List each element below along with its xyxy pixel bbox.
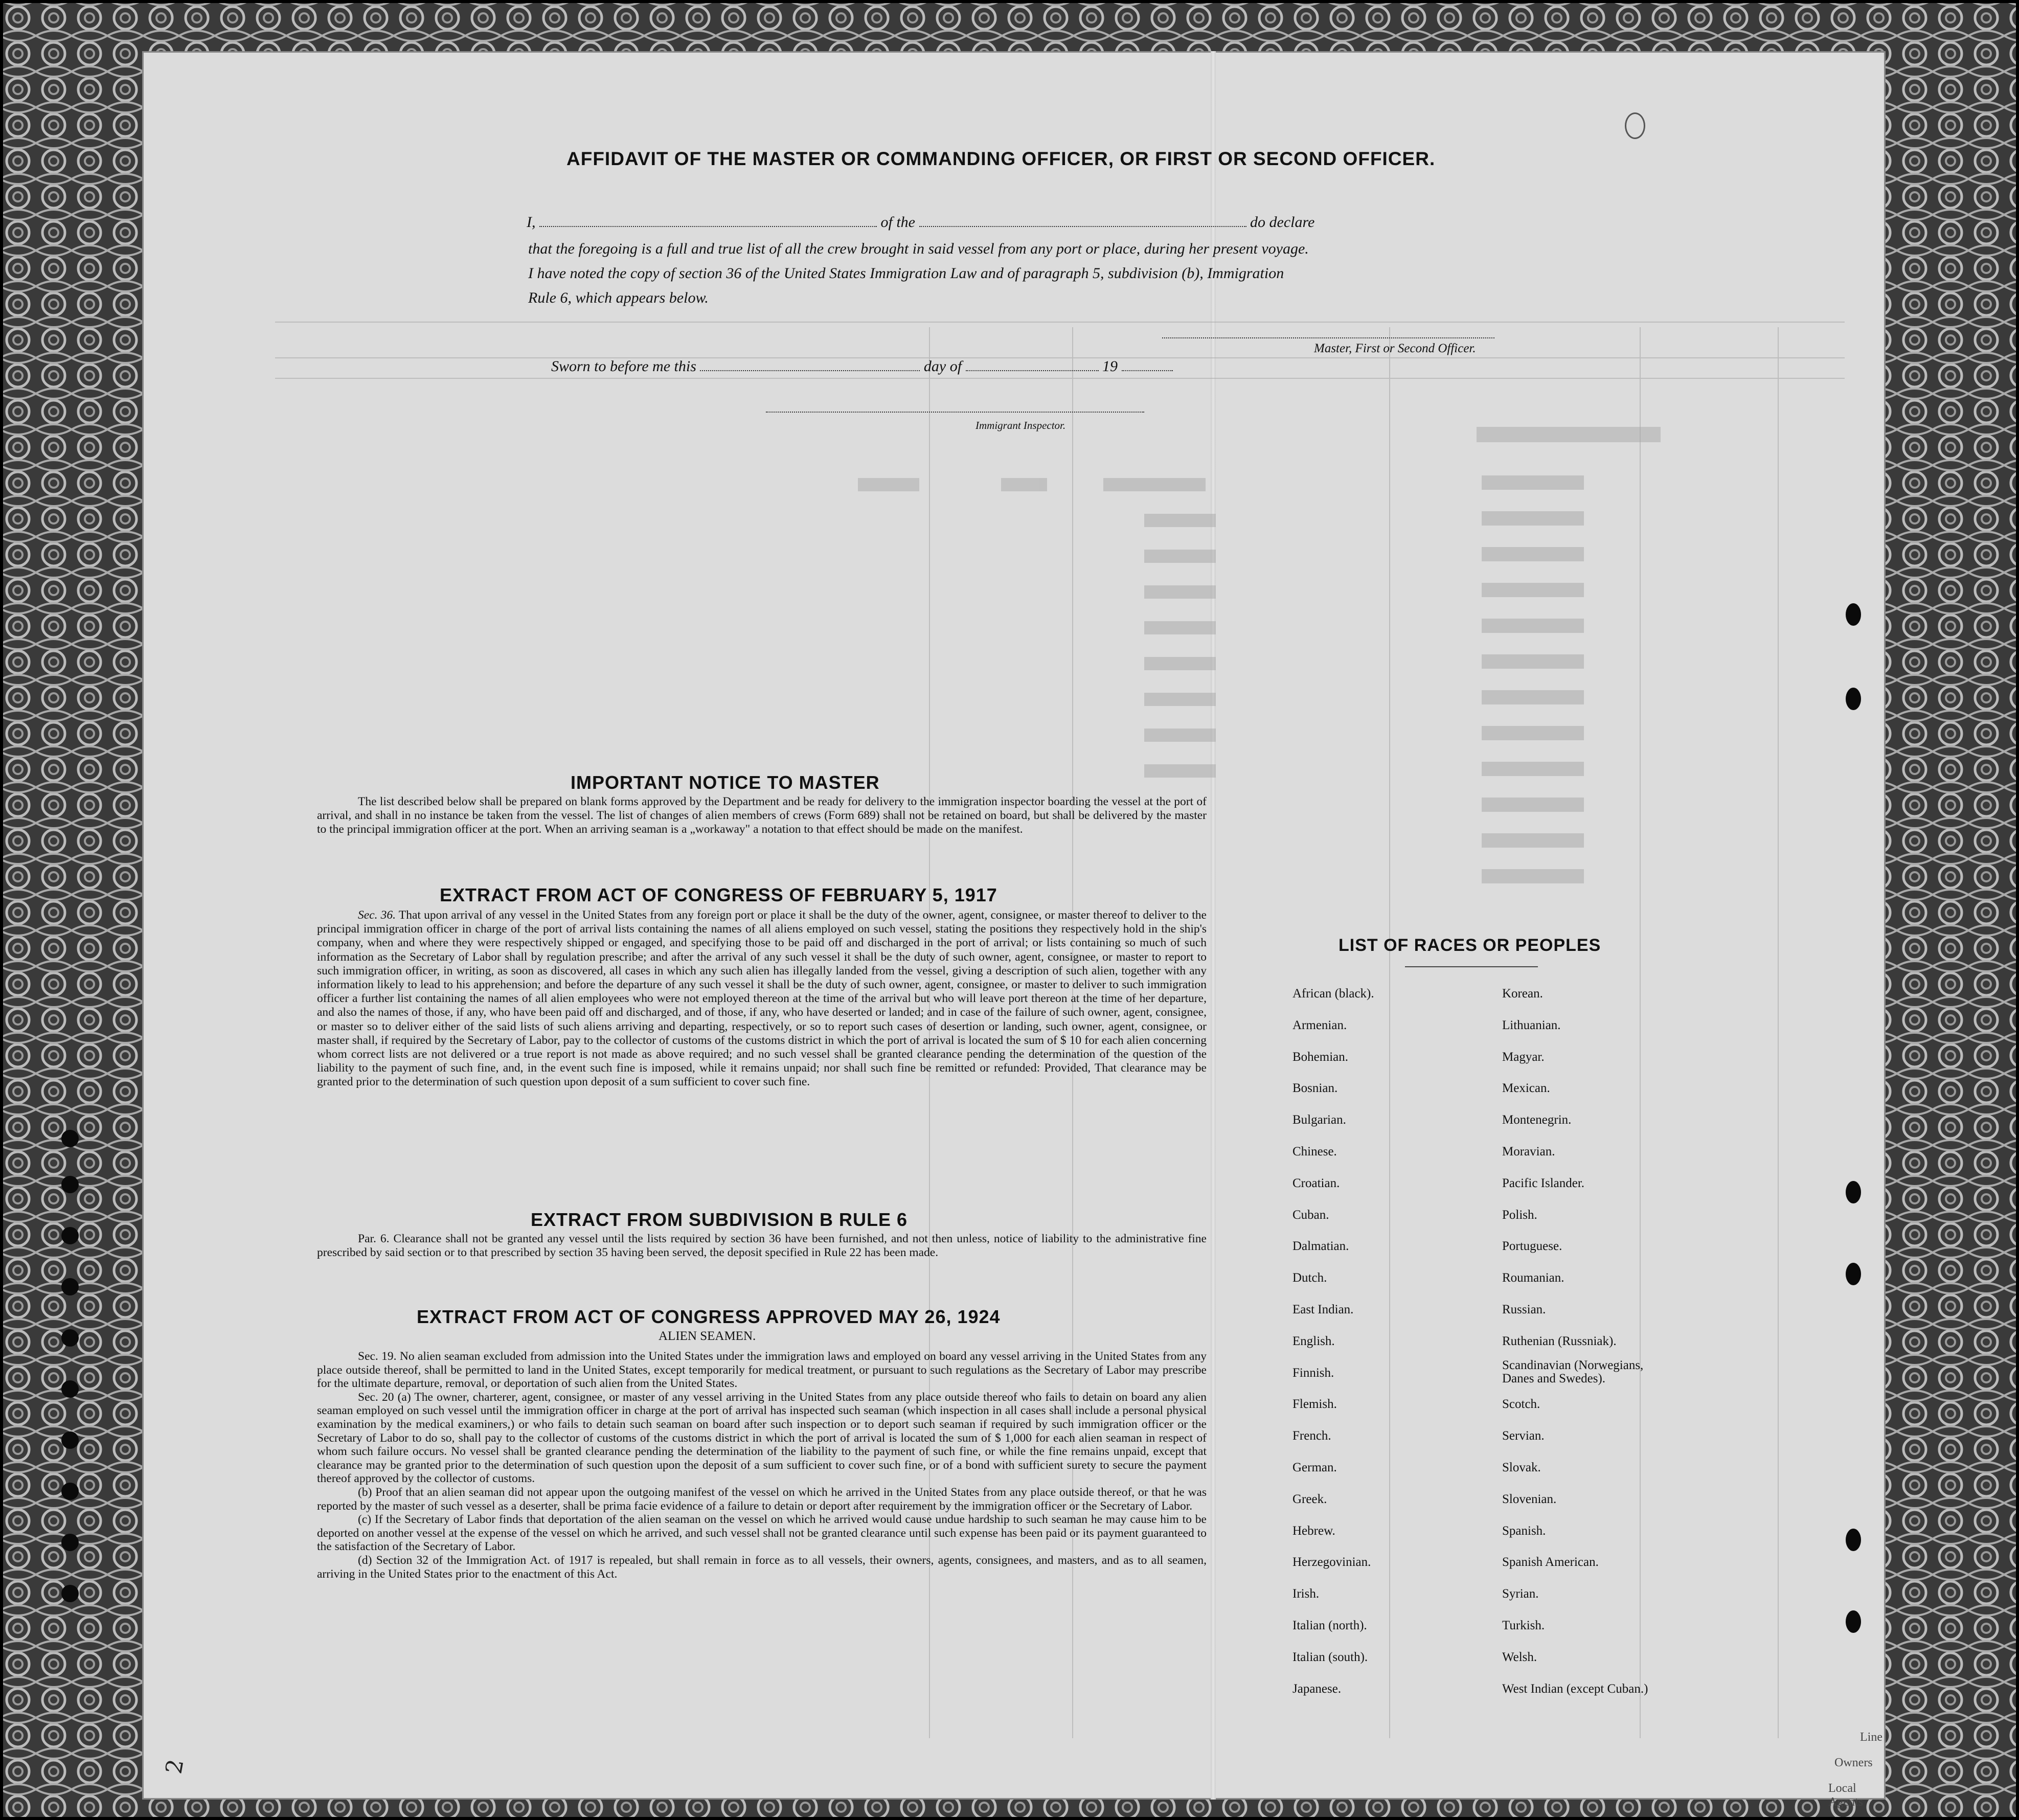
punch-hole — [61, 1534, 79, 1551]
race-right-item-22: West Indian (except Cuban.) — [1502, 1681, 1648, 1696]
race-left-item-8: Dalmatian. — [1292, 1239, 1349, 1254]
race-left-item-20: Italian (north). — [1292, 1619, 1367, 1632]
race-right-item-6: Pacific Islander. — [1502, 1176, 1585, 1190]
sworn-day-field[interactable] — [700, 370, 920, 371]
race-left-item-10: East Indian. — [1292, 1303, 1354, 1316]
race-right-item-18: Spanish American. — [1502, 1555, 1599, 1569]
race-left-item-5: Chinese. — [1292, 1145, 1337, 1158]
rule6-title: EXTRACT FROM SUBDIVISION B RULE 6 — [531, 1209, 908, 1230]
race-right-item-12: Scandinavian (Norwegians, Danes and Swedes). — [1502, 1358, 1644, 1385]
affidavit-line-1 — [527, 214, 1314, 231]
sworn-year-field[interactable] — [1122, 370, 1173, 371]
race-right-item-17: Spanish. — [1502, 1523, 1546, 1538]
binder-ring — [1846, 688, 1861, 710]
sec20d-text: (d) Section 32 of the Immigration Act. of 1917 is repealed, but shall remain in force as to all vessels, their owners, agents, consignees, and masters, and as to all seamen, arriving in the United States prior to the enactment of this Act. — [317, 1553, 1207, 1581]
race-right-item-14: Servian. — [1502, 1429, 1545, 1443]
binder-ring — [1846, 1610, 1861, 1633]
binder-ring — [1846, 1181, 1861, 1203]
races-title-rule — [1405, 966, 1538, 967]
race-left-item-6: Croatian. — [1292, 1176, 1340, 1190]
sworn-month-field[interactable] — [966, 370, 1099, 371]
affidavit-i-label: I, — [527, 214, 536, 231]
race-left-item-0: African (black). — [1292, 987, 1374, 1000]
punch-hole — [61, 1227, 79, 1244]
races-title: LIST OF RACES OR PEOPLES — [1339, 936, 1601, 955]
race-right-item-11: Ruthenian (Russniak). — [1502, 1334, 1617, 1348]
inspector-signature-line[interactable] — [766, 412, 1144, 413]
race-left-item-21: Italian (south). — [1292, 1650, 1368, 1664]
punch-hole — [61, 1483, 79, 1500]
binder-ring — [1846, 603, 1861, 626]
race-left-item-16: Greek. — [1292, 1492, 1327, 1506]
race-left-item-11: English. — [1292, 1334, 1335, 1348]
race-right-item-16: Slovenian. — [1502, 1492, 1557, 1506]
punch-hole — [61, 1380, 79, 1398]
master-signature-line[interactable] — [1162, 337, 1494, 338]
race-right-item-3: Mexican. — [1502, 1081, 1550, 1096]
rule6-body — [317, 1232, 1207, 1260]
punch-hole — [61, 1278, 79, 1295]
race-right-item-1: Lithuanian. — [1502, 1018, 1561, 1032]
extract-1924-body — [317, 1350, 1207, 1581]
extract-1917-title: EXTRACT FROM ACT OF CONGRESS OF FEBRUARY 5, 1917 — [440, 884, 997, 905]
race-left-item-2: Bohemian. — [1292, 1050, 1349, 1064]
sworn-label: Sworn to before me this — [551, 358, 696, 375]
extract-1924-title: EXTRACT FROM ACT OF CONGRESS APPROVED MAY 26, 1924 — [417, 1306, 1001, 1327]
race-left-item-1: Armenian. — [1292, 1018, 1347, 1032]
race-left-item-19: Irish. — [1292, 1587, 1320, 1601]
race-right-item-13: Scotch. — [1502, 1397, 1540, 1412]
sec20c-text: (c) If the Secretary of Labor finds that deportation of the alien seaman on the vessel on which he arrived would cause undue hardship to such seaman he may cause him to be deported on another vessel at the expense of the vessel on which he arrived, and such vessel shall not be granted clearance until such expense has been paid or its payment guaranteed to the satisfaction of the Secretary of Labor. — [317, 1513, 1207, 1554]
notice-title: IMPORTANT NOTICE TO MASTER — [571, 772, 880, 793]
notice-body — [317, 795, 1207, 836]
race-right-item-7: Polish. — [1502, 1208, 1537, 1222]
affidavit-line-4: Rule 6, which appears below. — [528, 289, 709, 306]
sworn-year-label: 19 — [1102, 358, 1118, 375]
rule6-text: Par. 6. Clearance shall not be granted any vessel until the lists required by section 36 have been furnished, and not then unless, notice of liability to the administrative fine prescribed by said section or to that prescribed by section 35 having been served, the deposit specified in Rule 22 has been made. — [317, 1232, 1207, 1260]
race-right-item-15: Slovak. — [1502, 1461, 1541, 1474]
race-left-item-3: Bosnian. — [1292, 1081, 1338, 1096]
race-left-item-18: Herzegovinian. — [1292, 1555, 1371, 1569]
punch-hole — [61, 1585, 79, 1602]
punch-hole — [61, 1130, 79, 1147]
stamp-circle — [1625, 112, 1645, 139]
race-left-item-14: French. — [1292, 1429, 1331, 1443]
binder-ring — [1846, 1263, 1861, 1285]
sworn-line — [551, 358, 1173, 375]
binder-ring — [1846, 1529, 1861, 1551]
notice-text: The list described below shall be prepared on blank forms approved by the Department and be ready for delivery to the immigration inspector boarding the vessel at the port of arrival, and shall in no instance be taken from the vessel. The list of changes of alien members of crews (Form 689) shall not be retained on board, but shall be delivered by the master to the principal immigration officer at the port. When an arriving seaman is a „workaway" a notation to that effect should be made on the manifest. — [317, 795, 1207, 836]
master-name-field[interactable] — [539, 226, 877, 227]
race-left-item-4: Bulgarian. — [1292, 1113, 1346, 1127]
race-right-item-8: Portuguese. — [1502, 1239, 1562, 1254]
extract-1917-text: That upon arrival of any vessel in the United States from any foreign port or place it shall be the duty of the owner, agent, consignee, or master thereof to deliver to the principal immigration officer in charge of the port of arrival lists containing the names of all aliens employed on such vessel, stating the positions they respectively hold in the ship's company, when and where they were respectively shipped or engaged, and specifying those to be paid off and discharged in the port of arrival; or lists containing so much of such information as the Secretary of Labor shall by regulation prescribe; and after the arrival of any such vessel it shall be the duty of such owner, agent, consignee, or master to report to such immigration officer, in writing, as soon as discovered, all cases in which any such alien has illegally landed from the vessel, giving a description of such alien, together with any information likely to lead to his apprehension; and before the departure of any such vessel it shall be the duty of such owner, agent, consignee, or master to deliver to such immigration officer a further list containing the names of all alien employees who were not employed thereon at the time of the arrival but who will leave port thereon at the time of her departure, and also the names of those, if any, who have been paid off and discharged, and of those, if any, who have deserted or landed; and in case of the failure of such owner, agent, consignee, or master so to deliver either of the said lists of such aliens arriving and departing, respectively, or so to report such cases of desertion or landing, such owner, agent, consignee, or master shall, if required by the Secretary of Labor, pay to the collector of customs of the customs district in which the port of arrival is located the sum of $ 10 for each alien concerning whom correct lists are not delivered or a true report is not made as above required; and no such vessel shall be granted clearance pending the determination of the question of the liability to the payment of such fine, and, in the event such fine is imposed, while it remains unpaid; nor shall such fine be remitted or refunded: Provided, That clearance may be granted prior to the determination of such question upon deposit of a sum sufficient to cover such fine. — [317, 908, 1207, 1089]
race-right-item-20: Turkish. — [1502, 1619, 1545, 1632]
manifest-sheet — [142, 51, 1886, 1809]
race-left-item-12: Finnish. — [1292, 1366, 1334, 1380]
race-right-item-21: Welsh. — [1502, 1650, 1537, 1664]
sec19-text: Sec. 19. No alien seaman excluded from admission into the United States under the immigration laws and employed on board any vessel arriving in the United States from any place outside thereof, shall be permitted to land in the United States, except temporarily for medical treatment, or pursuant to such regulations as the Secretary of Labor may prescribe for the ultimate departure, removal, or deportation of such alien from the United States. — [317, 1350, 1207, 1391]
race-right-item-10: Russian. — [1502, 1303, 1546, 1316]
vessel-name-field[interactable] — [919, 226, 1246, 227]
extract-1917-sec-label: Sec. 36. — [358, 908, 396, 922]
affidavit-line-3: I have noted the copy of section 36 of the United States Immigration Law and of paragraph 5, subdivision (b), Immigration — [528, 265, 1284, 282]
inspector-caption: Immigrant Inspector. — [976, 419, 1066, 431]
sec20b-text: (b) Proof that an alien seaman did not appear upon the outgoing manifest of the vessel on which he arrived in the United States from any place outside thereof, or that he was reported by the master of such vessel as a deserter, shall be prima facie evidence of a failure to detain or deport after requirement by the immigration officer or the Secretary of Labor. — [317, 1485, 1207, 1513]
race-right-item-5: Moravian. — [1502, 1145, 1555, 1158]
sec20a-text: Sec. 20 (a) The owner, charterer, agent, consignee, or master of any vessel arriving in the United States from any place outside thereof who fails to detain on board any alien seaman employed on such vessel until the immigration officer in charge at the port of arrival has inspected such seaman (which inspection in all cases shall include a personal physical examination by the medical examiners,) or who fails to detain such seaman on board after such inspection or to deport such seaman if required by such immigration officer or the Secretary of Labor to do so, shall pay to the collector of customs of the customs district in which the port of arrival is located the sum of $ 1,000 for each alien seaman in respect of whom such failure occurs. No vessel shall be granted clearance pending the determination of the liability to the payment of such fine, or while the fine remains unpaid, except that clearance may be granted prior to the determination of such question upon the deposit of a sum sufficient to cover such fine, or of a bond with sufficient surety to secure the payment thereof approved by the collector of customs. — [317, 1390, 1207, 1486]
race-left-item-13: Flemish. — [1292, 1397, 1337, 1412]
race-left-item-9: Dutch. — [1292, 1271, 1327, 1285]
line-label: Line — [1860, 1731, 1882, 1744]
race-right-item-9: Roumanian. — [1502, 1271, 1564, 1285]
affidavit-title: AFFIDAVIT OF THE MASTER OR COMMANDING OFFICER, OR FIRST OR SECOND OFFICER. — [566, 148, 1436, 169]
punch-hole — [61, 1329, 79, 1347]
race-right-item-2: Magyar. — [1502, 1050, 1545, 1064]
local-agents-label: Local Agents — [1828, 1782, 1863, 1809]
punch-hole — [61, 1431, 79, 1449]
affidavit-line-2: that the foregoing is a full and true list of all the crew brought in said vessel from any port or place, during her present voyage. — [528, 240, 1309, 257]
extract-1917-body — [317, 908, 1207, 1089]
affidavit-of-the-label: of the — [880, 214, 915, 231]
race-right-item-4: Montenegrin. — [1502, 1113, 1572, 1127]
affidavit-declare-label: do declare — [1250, 214, 1315, 231]
owners-label: Owners — [1834, 1756, 1873, 1769]
sworn-day-of-label: day of — [923, 358, 962, 375]
punch-hole — [61, 1176, 79, 1193]
race-left-item-17: Hebrew. — [1292, 1523, 1335, 1538]
master-signature-caption: Master, First or Second Officer. — [1314, 342, 1476, 355]
race-left-item-15: German. — [1292, 1461, 1337, 1474]
handwritten-page-mark: 2 — [161, 1757, 189, 1776]
race-right-item-19: Syrian. — [1502, 1587, 1539, 1601]
race-right-item-0: Korean. — [1502, 987, 1543, 1000]
race-left-item-22: Japanese. — [1292, 1681, 1342, 1696]
extract-1924-subtitle: ALIEN SEAMEN. — [659, 1329, 756, 1343]
race-left-item-7: Cuban. — [1292, 1208, 1329, 1222]
